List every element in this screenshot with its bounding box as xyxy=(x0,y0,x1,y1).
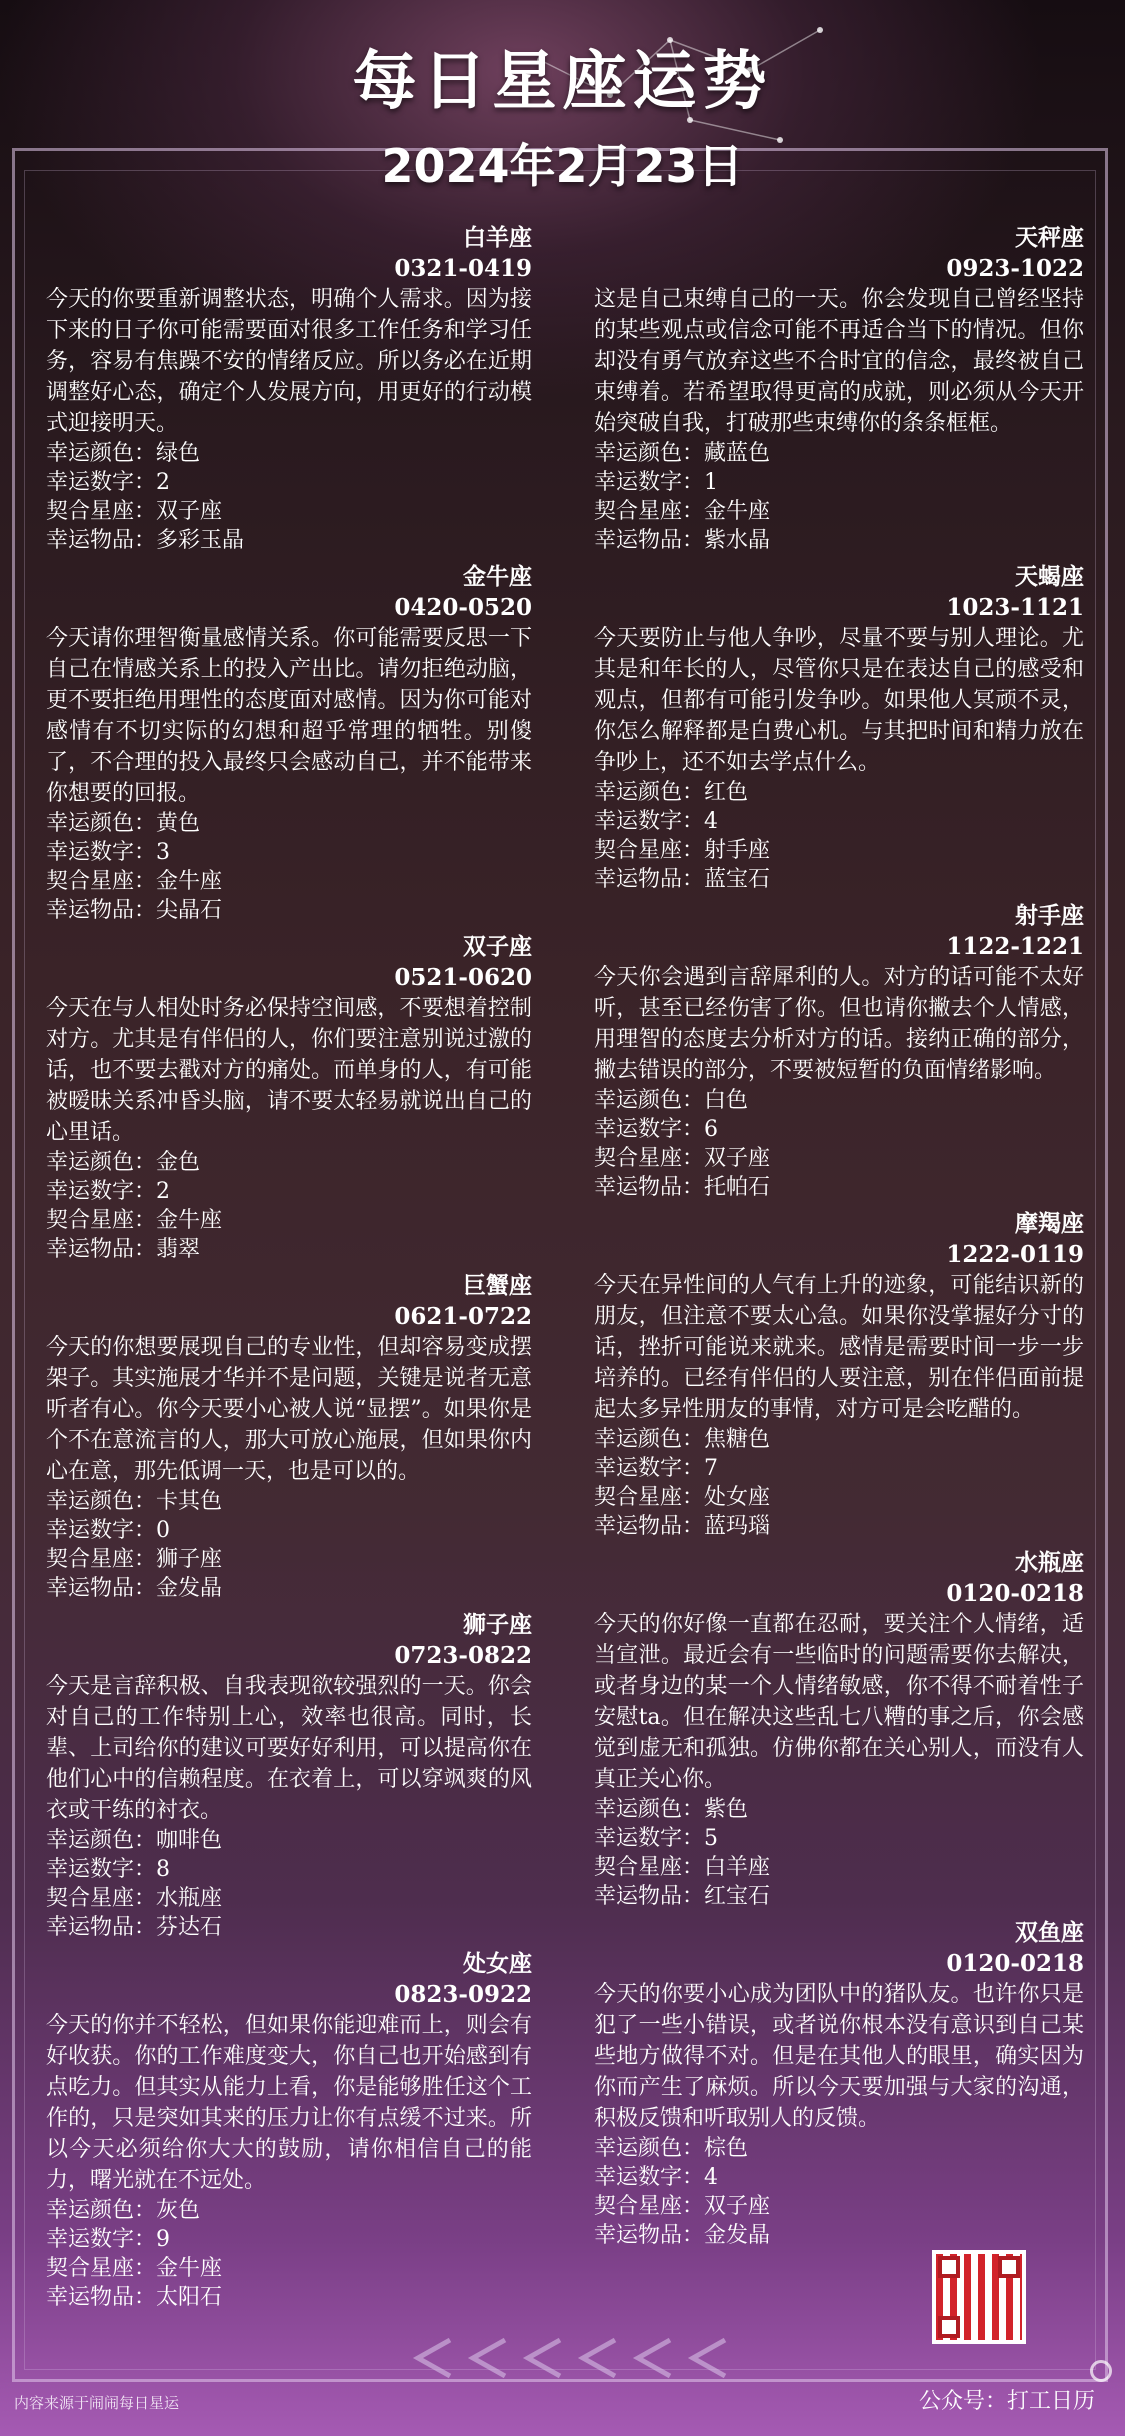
lucky-color-label: 幸运颜色： xyxy=(594,2136,705,2161)
lucky-color-label: 幸运颜色： xyxy=(46,1489,157,1514)
fortune-text: 今天要防止与他人争吵，尽量不要与别人理论。尤其是和年长的人，尽管你只是在表达自己的感受和观点，但都有可能引发争吵。如果他人冥顽不灵，你怎么解释都是白费心机。与其把时间和精力放在争吵上，还不如去学点什么。 xyxy=(594,626,1084,775)
matching-sign xyxy=(46,2254,532,2283)
lucky-item-label: 幸运物品： xyxy=(594,1175,705,1200)
lucky-number-label: 幸运数字： xyxy=(46,2227,157,2252)
zodiac-section xyxy=(46,561,532,925)
zodiac-date-range: 0120-0218 xyxy=(946,1580,1084,1607)
lucky-item-value: 蓝宝石 xyxy=(704,867,771,892)
lucky-color-value: 咖啡色 xyxy=(156,1828,223,1853)
matching-sign xyxy=(46,1206,532,1235)
matching-sign-value: 双子座 xyxy=(156,499,223,524)
zodiac-section xyxy=(46,931,532,1264)
lucky-item-value: 芬达石 xyxy=(156,1915,223,1940)
matching-sign-value: 金牛座 xyxy=(156,1208,223,1233)
lucky-number-value: 2 xyxy=(156,1179,171,1204)
lucky-color-label: 幸运颜色： xyxy=(46,1828,157,1853)
lucky-color-value: 绿色 xyxy=(156,441,201,466)
lucky-item-value: 金发晶 xyxy=(704,2223,771,2248)
lucky-number-value: 2 xyxy=(156,470,171,495)
lucky-number-value: 6 xyxy=(704,1117,719,1142)
zodiac-date-range: 1023-1121 xyxy=(946,594,1084,621)
lucky-item xyxy=(594,526,1084,555)
lucky-color-value: 白色 xyxy=(704,1088,749,1113)
matching-sign-value: 水瓶座 xyxy=(156,1886,223,1911)
matching-sign-value: 金牛座 xyxy=(156,869,223,894)
lucky-item-value: 紫水晶 xyxy=(704,528,771,553)
matching-sign-label: 契合星座： xyxy=(46,1547,157,1572)
matching-sign xyxy=(46,867,532,896)
matching-sign-value: 金牛座 xyxy=(704,499,771,524)
page-title: 每日星座运势 xyxy=(352,45,773,119)
matching-sign-label: 契合星座： xyxy=(594,1146,705,1171)
lucky-color xyxy=(594,1425,1084,1454)
zodiac-date-range: 0923-1022 xyxy=(946,255,1084,282)
lucky-number xyxy=(594,1115,1084,1144)
zodiac-name: 双子座 xyxy=(463,933,532,960)
lucky-color-value: 金色 xyxy=(156,1150,201,1175)
zodiac-date-range: 1122-1221 xyxy=(946,933,1084,960)
lucky-color-value: 红色 xyxy=(704,780,749,805)
content-source: 内容来源于闹闹每日星运 xyxy=(14,2394,180,2412)
lucky-color xyxy=(46,1148,532,1177)
lucky-item xyxy=(46,1235,532,1264)
matching-sign-value: 双子座 xyxy=(704,2194,771,2219)
lucky-number xyxy=(594,1454,1084,1483)
lucky-item-value: 红宝石 xyxy=(704,1884,771,1909)
matching-sign-value: 狮子座 xyxy=(156,1547,223,1572)
lucky-item xyxy=(46,896,532,925)
lucky-item-label: 幸运物品： xyxy=(46,1576,157,1601)
lucky-color xyxy=(46,1826,532,1855)
matching-sign-label: 契合星座： xyxy=(594,499,705,524)
fortune-text: 今天的你要重新调整状态，明确个人需求。因为接下来的日子你可能需要面对很多工作任务和学习任务，容易有焦躁不安的情绪反应。所以务必在近期调整好心态，确定个人发展方向，用更好的行动模式迎接明天。 xyxy=(46,287,532,436)
lucky-item xyxy=(594,2221,1084,2250)
fortune-text: 今天请你理智衡量感情关系。你可能需要反思一下自己在情感关系上的投入产出比。请勿拒绝动脑，更不要拒绝用理性的态度面对感情。因为你可能对感情有不切实际的幻想和超乎常理的牺牲。别傻了，不合理的投入最终只会感动自己，并不能带来你想要的回报。 xyxy=(46,626,532,806)
zodiac-section xyxy=(46,1948,532,2312)
matching-sign xyxy=(46,497,532,526)
lucky-item-value: 尖晶石 xyxy=(156,898,223,923)
matching-sign-label: 契合星座： xyxy=(46,2256,157,2281)
matching-sign xyxy=(594,836,1084,865)
lucky-number xyxy=(46,468,532,497)
fortune-text: 今天在与人相处时务必保持空间感，不要想着控制对方。尤其是有伴侣的人，你们要注意别说过激的话，也不要去戳对方的痛处。而单身的人，有可能被暧昧关系冲昏头脑，请不要太轻易就说出自己的心里话。 xyxy=(46,996,532,1145)
lucky-number-value: 1 xyxy=(704,470,719,495)
lucky-color-value: 黄色 xyxy=(156,811,201,836)
lucky-number-label: 幸运数字： xyxy=(46,1857,157,1882)
matching-sign-value: 白羊座 xyxy=(704,1855,771,1880)
zodiac-name: 金牛座 xyxy=(463,563,532,590)
lucky-item xyxy=(46,2283,532,2312)
lucky-number-value: 4 xyxy=(704,2165,719,2190)
lucky-number xyxy=(46,1855,532,1884)
lucky-number-label: 幸运数字： xyxy=(594,1117,705,1142)
zodiac-section xyxy=(594,1547,1084,1911)
zodiac-section xyxy=(594,222,1084,555)
matching-sign-label: 契合星座： xyxy=(594,2194,705,2219)
lucky-item-value: 金发晶 xyxy=(156,1576,223,1601)
zodiac-date-range: 0321-0419 xyxy=(394,255,532,282)
zodiac-name: 处女座 xyxy=(463,1950,532,1977)
lucky-number xyxy=(594,468,1084,497)
matching-sign-value: 处女座 xyxy=(704,1485,771,1510)
lucky-color-label: 幸运颜色： xyxy=(46,1150,157,1175)
lucky-number xyxy=(594,1824,1084,1853)
lucky-number-label: 幸运数字： xyxy=(594,1456,705,1481)
lucky-item-label: 幸运物品： xyxy=(46,2285,157,2310)
matching-sign-value: 双子座 xyxy=(704,1146,771,1171)
zodiac-section xyxy=(46,1609,532,1942)
lucky-color xyxy=(594,439,1084,468)
lucky-color xyxy=(594,2134,1084,2163)
lucky-color-label: 幸运颜色： xyxy=(46,441,157,466)
lucky-color xyxy=(46,2196,532,2225)
lucky-color-label: 幸运颜色： xyxy=(594,1427,705,1452)
zodiac-name: 天蝎座 xyxy=(1015,563,1084,590)
matching-sign xyxy=(594,1853,1084,1882)
lucky-color-label: 幸运颜色： xyxy=(594,780,705,805)
lucky-item-label: 幸运物品： xyxy=(594,1514,705,1539)
lucky-item-label: 幸运物品： xyxy=(594,528,705,553)
matching-sign-label: 契合星座： xyxy=(594,1485,705,1510)
zodiac-section xyxy=(46,222,532,555)
lucky-color-value: 灰色 xyxy=(156,2198,201,2223)
zodiac-section xyxy=(594,561,1084,894)
matching-sign xyxy=(594,2192,1084,2221)
zodiac-date-range: 0621-0722 xyxy=(394,1303,532,1330)
fortune-text: 今天的你并不轻松，但如果你能迎难而上，则会有好收获。你的工作难度变大，你自己也开始感到有点吃力。但其实从能力上看，你是能够胜任这个工作的，只是突如其来的压力让你有点缓不过来。所以今天必须给你大大的鼓励，请你相信自己的能力，曙光就在不远处。 xyxy=(46,2013,532,2193)
zodiac-name: 狮子座 xyxy=(463,1611,532,1638)
zodiac-date-range: 1222-0119 xyxy=(946,1241,1084,1268)
qr-code-icon xyxy=(932,2250,1026,2344)
lucky-item-label: 幸运物品： xyxy=(46,898,157,923)
lucky-number xyxy=(46,838,532,867)
zodiac-name: 双鱼座 xyxy=(1015,1919,1084,1946)
lucky-color xyxy=(594,1795,1084,1824)
lucky-item xyxy=(46,1913,532,1942)
zodiac-name: 摩羯座 xyxy=(1015,1210,1084,1237)
lucky-item xyxy=(46,1574,532,1603)
matching-sign xyxy=(46,1884,532,1913)
lucky-number-label: 幸运数字： xyxy=(594,470,705,495)
lucky-number-value: 4 xyxy=(704,809,719,834)
fortune-text: 今天你会遇到言辞犀利的人。对方的话可能不太好听，甚至已经伤害了你。但也请你撇去个人情感，用理智的态度去分析对方的话。接纳正确的部分，撇去错误的部分，不要被短暂的负面情绪影响。 xyxy=(594,965,1084,1083)
matching-sign-label: 契合星座： xyxy=(594,838,705,863)
lucky-number xyxy=(594,807,1084,836)
lucky-item xyxy=(594,865,1084,894)
zodiac-name: 白羊座 xyxy=(463,224,532,251)
lucky-number-value: 9 xyxy=(156,2227,171,2252)
lucky-color-value: 藏蓝色 xyxy=(704,441,771,466)
fortune-text: 今天的你想要展现自己的专业性，但却容易变成摆架子。其实施展才华并不是问题，关键是说者无意听者有心。你今天要小心被人说“显摆”。如果你是个不在意流言的人，那大可放心施展，但如果你内心在意，那先低调一天，也是可以的。 xyxy=(46,1335,532,1484)
matching-sign-label: 契合星座： xyxy=(46,499,157,524)
fortune-text: 这是自己束缚自己的一天。你会发现自己曾经坚持的某些观点或信念可能不再适合当下的情况。但你却没有勇气放弃这些不合时宜的信念，最终被自己束缚着。若希望取得更高的成就，则必须从今天开始突破自我，打破那些束缚你的条条框框。 xyxy=(594,287,1084,436)
arrow-decoration xyxy=(410,2336,750,2380)
right-column xyxy=(594,222,1084,2256)
fortune-text: 今天的你好像一直都在忍耐，要关注个人情绪，适当宣泄。最近会有一些临时的问题需要你去解决，或者身边的某一个人情绪敏感，你不得不耐着性子安慰ta。但在解决这些乱七八糟的事之后，你会感觉到虚无和孤独。仿佛你都在关心别人，而没有人真正关心你。 xyxy=(594,1612,1084,1792)
zodiac-date-range: 0120-0218 xyxy=(946,1950,1084,1977)
matching-sign-label: 契合星座： xyxy=(46,869,157,894)
lucky-number-value: 7 xyxy=(704,1456,719,1481)
fortune-text: 今天是言辞积极、自我表现欲较强烈的一天。你会对自己的工作特别上心，效率也很高。同时，长辈、上司给你的建议可要好好利用，可以提高你在他们心中的信赖程度。在衣着上，可以穿飒爽的风衣或干练的衬衣。 xyxy=(46,1674,532,1823)
lucky-color xyxy=(46,439,532,468)
circle-decoration xyxy=(1090,2360,1112,2382)
left-column xyxy=(46,222,532,2318)
lucky-color xyxy=(46,809,532,838)
account-name: 公众号：打工日历 xyxy=(918,2389,1095,2414)
lucky-item-value: 多彩玉晶 xyxy=(156,528,245,553)
lucky-color-label: 幸运颜色： xyxy=(46,2198,157,2223)
lucky-number xyxy=(46,2225,532,2254)
lucky-color xyxy=(594,1086,1084,1115)
matching-sign-value: 射手座 xyxy=(704,838,771,863)
lucky-number-value: 8 xyxy=(156,1857,171,1882)
lucky-item-label: 幸运物品： xyxy=(594,1884,705,1909)
matching-sign xyxy=(594,497,1084,526)
zodiac-name: 射手座 xyxy=(1015,902,1084,929)
lucky-item xyxy=(594,1882,1084,1911)
lucky-color-label: 幸运颜色： xyxy=(46,811,157,836)
lucky-item-label: 幸运物品： xyxy=(46,528,157,553)
lucky-color xyxy=(594,778,1084,807)
lucky-color xyxy=(46,1487,532,1516)
lucky-number-label: 幸运数字： xyxy=(594,2165,705,2190)
lucky-number-value: 0 xyxy=(156,1518,171,1543)
lucky-number-label: 幸运数字： xyxy=(46,840,157,865)
lucky-item xyxy=(594,1512,1084,1541)
lucky-color-value: 紫色 xyxy=(704,1797,749,1822)
fortune-text: 今天在异性间的人气有上升的迹象，可能结识新的朋友，但注意不要太心急。如果你没掌握好分寸的话，挫折可能说来就来。感情是需要时间一步一步培养的。已经有伴侣的人要注意，别在伴侣面前提起太多异性朋友的事情，对方可是会吃醋的。 xyxy=(594,1273,1084,1422)
lucky-item-value: 蓝玛瑙 xyxy=(704,1514,771,1539)
zodiac-date-range: 0420-0520 xyxy=(394,594,532,621)
lucky-item-label: 幸运物品： xyxy=(594,867,705,892)
lucky-color-value: 焦糖色 xyxy=(704,1427,771,1452)
lucky-number-label: 幸运数字： xyxy=(46,470,157,495)
lucky-item-label: 幸运物品： xyxy=(46,1915,157,1940)
page-date: 2024年2月23日 xyxy=(381,139,744,193)
zodiac-name: 天秤座 xyxy=(1015,224,1084,251)
lucky-number-label: 幸运数字： xyxy=(46,1518,157,1543)
lucky-item-value: 翡翠 xyxy=(156,1237,201,1262)
matching-sign xyxy=(594,1144,1084,1173)
lucky-color-label: 幸运颜色： xyxy=(594,1088,705,1113)
lucky-color-value: 棕色 xyxy=(704,2136,749,2161)
matching-sign-value: 金牛座 xyxy=(156,2256,223,2281)
zodiac-date-range: 0723-0822 xyxy=(394,1642,532,1669)
matching-sign-label: 契合星座： xyxy=(46,1886,157,1911)
zodiac-date-range: 0521-0620 xyxy=(394,964,532,991)
lucky-number-label: 幸运数字： xyxy=(46,1179,157,1204)
lucky-item xyxy=(46,526,532,555)
zodiac-section xyxy=(594,900,1084,1202)
lucky-item-value: 托帕石 xyxy=(704,1175,771,1200)
lucky-item-label: 幸运物品： xyxy=(46,1237,157,1262)
lucky-color-label: 幸运颜色： xyxy=(594,441,705,466)
lucky-item xyxy=(594,1173,1084,1202)
lucky-color-value: 卡其色 xyxy=(156,1489,223,1514)
lucky-number-value: 3 xyxy=(156,840,171,865)
zodiac-section xyxy=(594,1917,1084,2250)
zodiac-section xyxy=(46,1270,532,1603)
lucky-number-value: 5 xyxy=(704,1826,719,1851)
lucky-number xyxy=(594,2163,1084,2192)
zodiac-date-range: 0823-0922 xyxy=(394,1981,532,2008)
zodiac-name: 水瓶座 xyxy=(1015,1549,1084,1576)
lucky-number-label: 幸运数字： xyxy=(594,1826,705,1851)
zodiac-name: 巨蟹座 xyxy=(463,1272,532,1299)
matching-sign-label: 契合星座： xyxy=(46,1208,157,1233)
matching-sign-label: 契合星座： xyxy=(594,1855,705,1880)
lucky-item-value: 太阳石 xyxy=(156,2285,223,2310)
lucky-item-label: 幸运物品： xyxy=(594,2223,705,2248)
lucky-number-label: 幸运数字： xyxy=(594,809,705,834)
fortune-text: 今天的你要小心成为团队中的猪队友。也许你只是犯了一些小错误，或者说你根本没有意识到自己某些地方做得不对。但是在其他人的眼里，确实因为你而产生了麻烦。所以今天要加强与大家的沟通，积极反馈和听取别人的反馈。 xyxy=(594,1982,1084,2131)
zodiac-section xyxy=(594,1208,1084,1541)
matching-sign xyxy=(46,1545,532,1574)
lucky-number xyxy=(46,1177,532,1206)
matching-sign xyxy=(594,1483,1084,1512)
lucky-number xyxy=(46,1516,532,1545)
lucky-color-label: 幸运颜色： xyxy=(594,1797,705,1822)
